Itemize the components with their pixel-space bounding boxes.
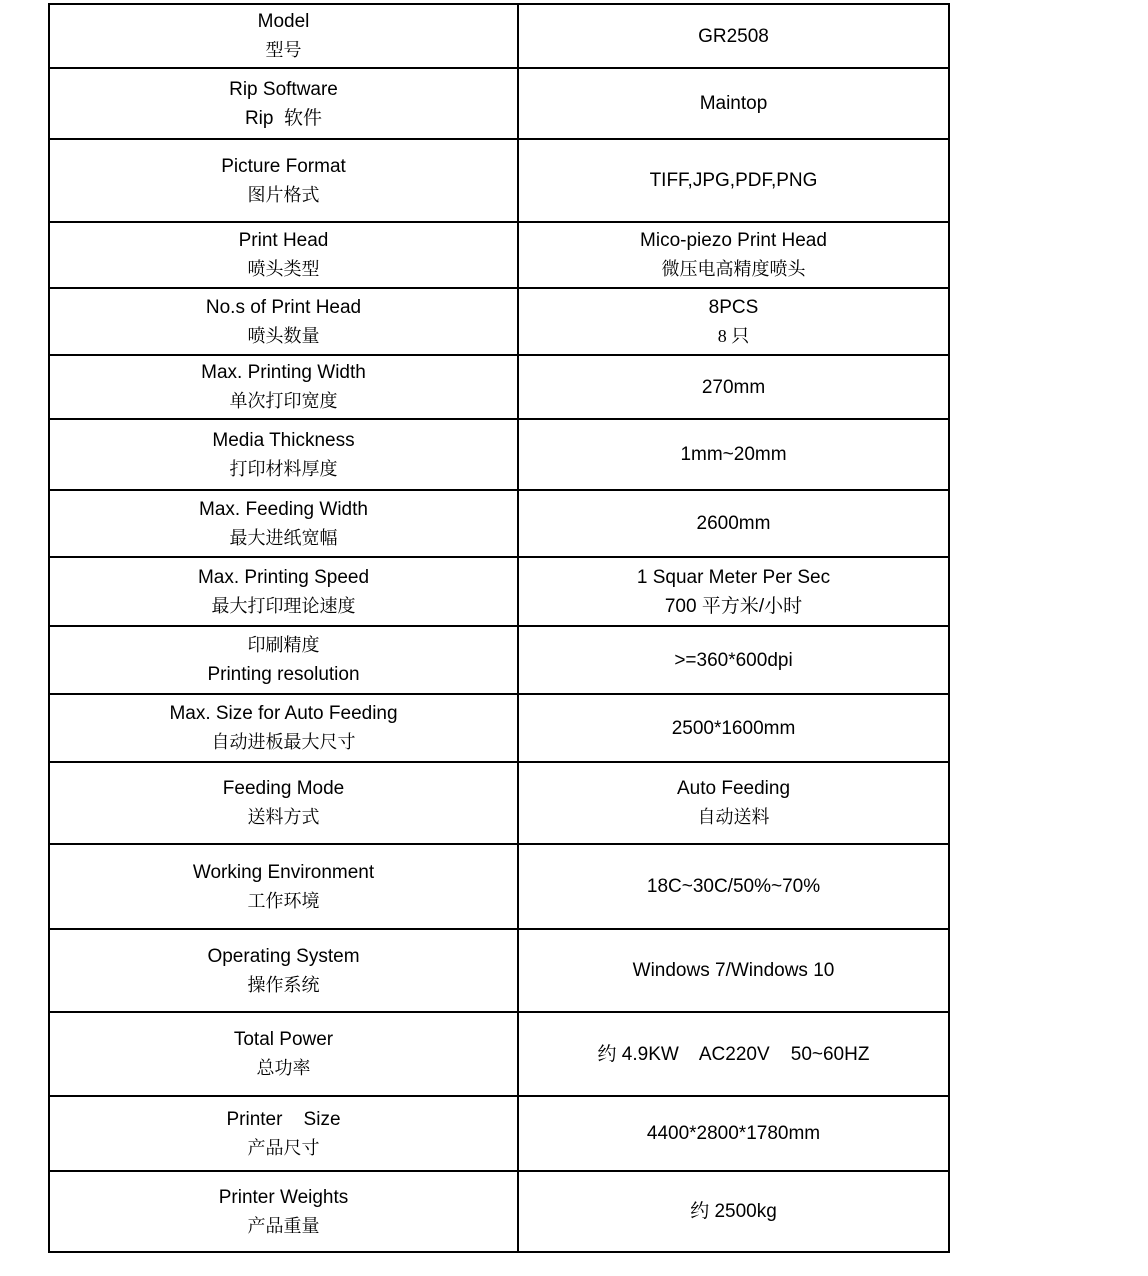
spec-value-cell	[518, 626, 949, 694]
spec-label-line: Printer Size	[226, 1108, 341, 1130]
spec-label-cell	[49, 139, 518, 222]
spec-label-cell	[49, 288, 518, 355]
spec-value-cell	[518, 68, 949, 139]
spec-label-cell	[49, 419, 518, 490]
spec-label-line: 自动进板最大尺寸	[211, 732, 356, 752]
spec-value-cell	[518, 762, 949, 844]
spec-label-line: 型号	[265, 40, 302, 60]
spec-label-cell	[49, 68, 518, 139]
spec-value-line: 8 只	[717, 325, 750, 346]
spec-label-line: 最大打印理论速度	[211, 595, 356, 616]
spec-value-line: GR2508	[698, 25, 769, 47]
spec-label-cell	[49, 4, 518, 68]
spec-value-line: 约 2500kg	[690, 1201, 777, 1222]
spec-label-line: Printing resolution	[207, 664, 360, 685]
spec-value-cell	[518, 557, 949, 626]
table-row	[49, 694, 949, 762]
spec-label-line: Working Environment	[192, 861, 375, 883]
table-row	[49, 626, 949, 694]
spec-table-body	[49, 4, 949, 1252]
spec-label-line: Max. Feeding Width	[199, 498, 368, 520]
spec-value-line: 2500*1600mm	[671, 717, 796, 739]
table-row	[49, 355, 949, 419]
spec-value-line: 约 4.9KW AC220V 50~60HZ	[597, 1043, 870, 1065]
spec-value-cell	[518, 1171, 949, 1252]
spec-label-cell	[49, 557, 518, 626]
spec-label-cell	[49, 844, 518, 929]
table-row	[49, 844, 949, 929]
table-row	[49, 222, 949, 288]
table-row	[49, 490, 949, 557]
spec-label-line: Media Thickness	[212, 429, 355, 451]
spec-label-cell	[49, 929, 518, 1012]
spec-label-cell	[49, 355, 518, 419]
table-row	[49, 929, 949, 1012]
spec-label-line: Rip Software	[229, 78, 338, 100]
spec-value-cell	[518, 139, 949, 222]
spec-label-cell	[49, 1012, 518, 1096]
spec-label-line: 印刷精度	[247, 635, 320, 655]
spec-label-line: Printer Weights	[218, 1186, 349, 1208]
spec-value-line: 自动送料	[697, 807, 770, 827]
spec-label-line: 工作环境	[247, 890, 320, 911]
table-row	[49, 762, 949, 844]
spec-label-line: Operating System	[207, 945, 360, 967]
spec-value-line: 2600mm	[696, 513, 771, 534]
spec-label-line: Print Head	[238, 230, 329, 251]
spec-label-cell	[49, 1171, 518, 1252]
spec-value-cell	[518, 288, 949, 355]
spec-value-line: TIFF,JPG,PDF,PNG	[649, 170, 818, 191]
spec-value-cell	[518, 490, 949, 557]
table-row	[49, 557, 949, 626]
spec-value-line: Auto Feeding	[676, 778, 791, 799]
spec-value-line: Mico-piezo Print Head	[640, 230, 827, 251]
spec-value-line: Maintop	[699, 93, 768, 114]
table-row	[49, 68, 949, 139]
spec-value-line: 18C~30C/50%~70%	[646, 876, 821, 897]
spec-label-line: Picture Format	[221, 155, 346, 177]
spec-label-line: No.s of Print Head	[205, 296, 362, 318]
spec-label-line: Rip 软件	[244, 107, 323, 129]
spec-label-cell	[49, 694, 518, 762]
spec-value-cell	[518, 929, 949, 1012]
spec-value-cell	[518, 4, 949, 68]
table-row	[49, 139, 949, 222]
spec-value-line: 微压电高精度喷头	[661, 259, 806, 279]
spec-label-line: 喷头类型	[247, 259, 320, 279]
spec-label-line: 喷头数量	[247, 325, 320, 346]
spec-value-line: 8PCS	[708, 296, 759, 318]
table-row	[49, 1012, 949, 1096]
spec-table	[48, 3, 950, 1253]
spec-label-line: 单次打印宽度	[229, 391, 338, 411]
spec-label-line: 总功率	[256, 1058, 311, 1078]
spec-label-line: Total Power	[233, 1029, 334, 1050]
spec-label-line: 打印材料厚度	[229, 458, 338, 479]
spec-label-cell	[49, 626, 518, 694]
spec-label-cell	[49, 1096, 518, 1171]
table-row	[49, 1171, 949, 1252]
spec-value-line: 270mm	[701, 376, 766, 398]
spec-label-line: Max. Printing Speed	[197, 566, 370, 588]
spec-label-line: 产品尺寸	[247, 1137, 320, 1158]
spec-label-cell	[49, 762, 518, 844]
spec-label-line: Feeding Mode	[222, 778, 345, 799]
spec-value-line: Windows 7/Windows 10	[632, 960, 835, 981]
spec-value-line: 700 平方米/小时	[664, 595, 803, 617]
spec-value-cell	[518, 222, 949, 288]
spec-label-line: Max. Size for Auto Feeding	[169, 703, 398, 724]
spec-label-line: 送料方式	[247, 807, 320, 827]
spec-value-cell	[518, 694, 949, 762]
spec-label-cell	[49, 222, 518, 288]
spec-label-line: 最大进纸宽幅	[229, 527, 338, 548]
spec-value-cell	[518, 419, 949, 490]
table-row	[49, 1096, 949, 1171]
spec-value-line: 1mm~20mm	[680, 444, 787, 465]
spec-value-cell	[518, 1012, 949, 1096]
spec-label-line: Max. Printing Width	[201, 362, 366, 383]
spec-label-line: 操作系统	[247, 974, 320, 995]
spec-label-line: 产品重量	[247, 1215, 320, 1236]
spec-label-line: 图片格式	[247, 184, 320, 205]
spec-value-line: 4400*2800*1780mm	[646, 1123, 821, 1144]
spec-value-cell	[518, 844, 949, 929]
spec-value-cell	[518, 1096, 949, 1171]
spec-value-line: >=360*600dpi	[674, 649, 793, 671]
table-row	[49, 4, 949, 68]
spec-label-cell	[49, 490, 518, 557]
spec-value-line: 1 Squar Meter Per Sec	[636, 566, 831, 588]
table-row	[49, 288, 949, 355]
spec-label-line: Model	[257, 11, 310, 32]
spec-value-cell	[518, 355, 949, 419]
table-row	[49, 419, 949, 490]
